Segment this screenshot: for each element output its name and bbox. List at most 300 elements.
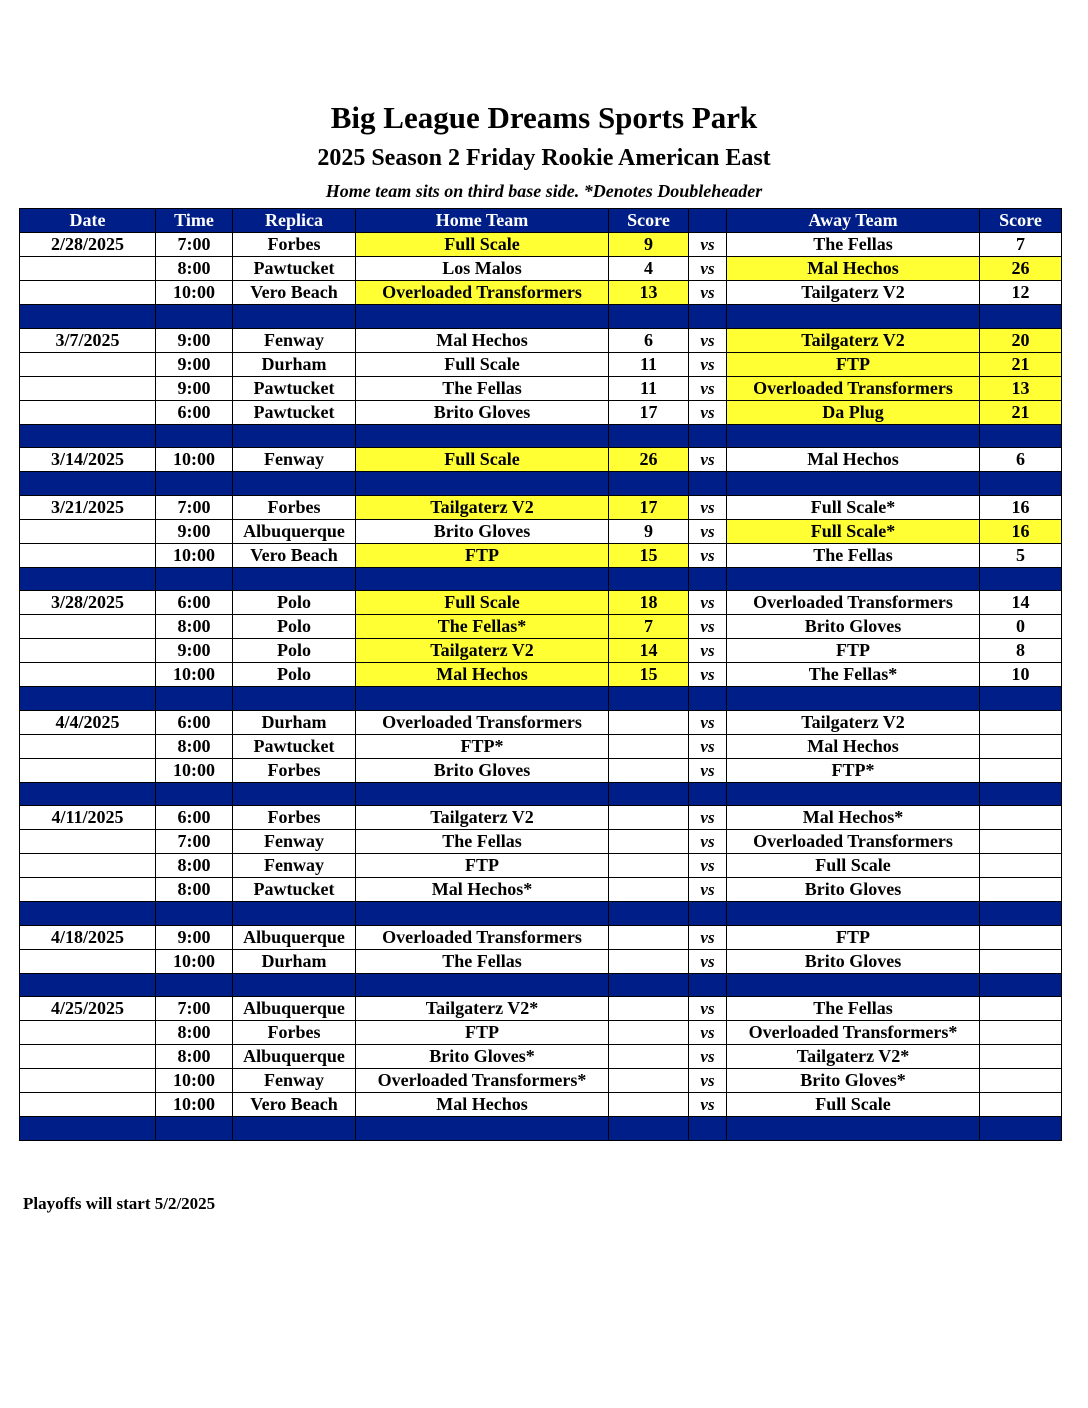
game-row [20,758,1062,782]
time-cell: 9:00 [156,328,233,352]
away-score-cell: 14 [980,591,1062,615]
replica-cell: Vero Beach [233,543,356,567]
replica-cell: Pawtucket [233,878,356,902]
replica-cell: Pawtucket [233,376,356,400]
separator-cell [356,305,609,329]
vs-cell: vs [689,281,727,305]
away-score-cell: 26 [980,257,1062,281]
home-team-cell: Overloaded Transformers [356,281,609,305]
separator-cell [609,424,689,448]
separator-cell [980,973,1062,997]
date-cell: 4/4/2025 [20,710,156,734]
home-team-cell: Tailgaterz V2 [356,639,609,663]
week-separator-row [20,782,1062,806]
time-cell: 8:00 [156,257,233,281]
separator-cell [156,782,233,806]
separator-cell [689,782,727,806]
home-score-cell: 17 [609,400,689,424]
vs-cell: vs [689,376,727,400]
away-score-cell: 6 [980,448,1062,472]
away-score-cell: 5 [980,543,1062,567]
vs-cell: vs [689,591,727,615]
home-score-cell: 9 [609,233,689,257]
time-cell: 9:00 [156,639,233,663]
separator-cell [356,567,609,591]
away-score-cell [980,878,1062,902]
vs-cell: vs [689,495,727,519]
separator-cell [20,902,156,926]
replica-cell: Durham [233,710,356,734]
replica-cell: Vero Beach [233,1093,356,1117]
game-row [20,352,1062,376]
away-team-cell: The Fellas [727,233,980,257]
vs-cell: vs [689,806,727,830]
game-row [20,925,1062,949]
away-score-cell [980,734,1062,758]
time-cell: 6:00 [156,806,233,830]
home-team-cell: The Fellas [356,830,609,854]
time-cell: 10:00 [156,663,233,687]
away-score-cell: 10 [980,663,1062,687]
separator-cell [156,472,233,496]
replica-cell: Polo [233,639,356,663]
header-row [20,209,1062,233]
date-cell [20,543,156,567]
home-score-cell: 13 [609,281,689,305]
separator-cell [233,782,356,806]
vs-cell: vs [689,997,727,1021]
home-score-cell: 26 [609,448,689,472]
separator-cell [156,902,233,926]
separator-cell [689,687,727,711]
separator-cell [356,472,609,496]
home-team-cell: Brito Gloves [356,519,609,543]
away-score-cell [980,806,1062,830]
vs-cell: vs [689,1045,727,1069]
home-score-cell: 4 [609,257,689,281]
away-team-cell: FTP* [727,758,980,782]
separator-cell [609,973,689,997]
home-team-cell: Brito Gloves [356,758,609,782]
week-separator-row [20,567,1062,591]
separator-cell [156,687,233,711]
separator-cell [689,973,727,997]
home-team-cell: Tailgaterz V2 [356,495,609,519]
time-cell: 10:00 [156,1069,233,1093]
replica-cell: Pawtucket [233,734,356,758]
game-row [20,997,1062,1021]
time-cell: 7:00 [156,233,233,257]
separator-cell [20,305,156,329]
separator-cell [727,567,980,591]
away-team-cell: Full Scale* [727,495,980,519]
home-team-cell: Overloaded Transformers* [356,1069,609,1093]
replica-cell: Forbes [233,1021,356,1045]
separator-cell [689,424,727,448]
separator-cell [156,305,233,329]
away-score-cell [980,758,1062,782]
vs-cell: vs [689,663,727,687]
time-cell: 7:00 [156,997,233,1021]
separator-cell [609,567,689,591]
away-score-cell: 20 [980,328,1062,352]
separator-cell [20,567,156,591]
separator-cell [233,687,356,711]
home-team-cell: Brito Gloves [356,400,609,424]
separator-cell [233,567,356,591]
date-cell [20,1093,156,1117]
date-cell [20,376,156,400]
date-cell: 4/18/2025 [20,925,156,949]
replica-cell: Polo [233,591,356,615]
vs-cell: vs [689,1021,727,1045]
away-team-cell: Overloaded Transformers* [727,1021,980,1045]
separator-cell [727,424,980,448]
away-score-cell: 16 [980,519,1062,543]
home-score-cell: 7 [609,615,689,639]
separator-cell [20,472,156,496]
home-score-cell [609,806,689,830]
date-cell: 2/28/2025 [20,233,156,257]
schedule-table [19,208,1062,1141]
home-team-cell: Mal Hechos* [356,878,609,902]
vs-cell: vs [689,878,727,902]
vs-cell: vs [689,615,727,639]
home-score-cell: 15 [609,663,689,687]
home-score-cell [609,734,689,758]
separator-cell [980,472,1062,496]
date-cell [20,519,156,543]
col-header-home-team: Home Team [356,209,609,233]
separator-cell [609,1117,689,1141]
time-cell: 6:00 [156,400,233,424]
date-cell: 4/25/2025 [20,997,156,1021]
game-row [20,1045,1062,1069]
col-header-replica: Replica [233,209,356,233]
separator-cell [233,305,356,329]
time-cell: 8:00 [156,878,233,902]
time-cell: 10:00 [156,543,233,567]
away-score-cell: 12 [980,281,1062,305]
away-team-cell: Mal Hechos [727,257,980,281]
vs-cell: vs [689,830,727,854]
vs-cell: vs [689,519,727,543]
separator-cell [980,902,1062,926]
replica-cell: Fenway [233,854,356,878]
away-score-cell: 0 [980,615,1062,639]
separator-cell [356,1117,609,1141]
date-cell [20,949,156,973]
home-score-cell [609,830,689,854]
home-team-cell: FTP [356,854,609,878]
separator-cell [233,424,356,448]
date-cell [20,257,156,281]
replica-cell: Forbes [233,233,356,257]
game-row [20,830,1062,854]
separator-cell [156,424,233,448]
date-cell [20,352,156,376]
home-team-cell: FTP [356,543,609,567]
date-cell [20,854,156,878]
separator-cell [233,973,356,997]
away-team-cell: Full Scale* [727,519,980,543]
replica-cell: Fenway [233,328,356,352]
date-cell [20,1021,156,1045]
game-row [20,400,1062,424]
separator-cell [156,1117,233,1141]
away-score-cell [980,997,1062,1021]
game-row [20,257,1062,281]
time-cell: 8:00 [156,1021,233,1045]
time-cell: 8:00 [156,615,233,639]
away-team-cell: Full Scale [727,1093,980,1117]
away-team-cell: Brito Gloves* [727,1069,980,1093]
home-score-cell [609,949,689,973]
separator-cell [980,782,1062,806]
date-cell [20,830,156,854]
home-team-cell: The Fellas* [356,615,609,639]
home-team-cell: Mal Hechos [356,328,609,352]
away-score-cell [980,949,1062,973]
date-cell [20,1069,156,1093]
home-score-cell [609,925,689,949]
week-separator-row [20,687,1062,711]
replica-cell: Albuquerque [233,519,356,543]
time-cell: 10:00 [156,758,233,782]
home-score-cell [609,1093,689,1117]
vs-cell: vs [689,400,727,424]
game-row [20,949,1062,973]
away-team-cell: Mal Hechos [727,448,980,472]
game-row [20,663,1062,687]
separator-cell [356,902,609,926]
time-cell: 9:00 [156,925,233,949]
away-team-cell: Mal Hechos* [727,806,980,830]
separator-cell [609,687,689,711]
week-separator-row [20,902,1062,926]
away-team-cell: Brito Gloves [727,615,980,639]
home-team-cell: Brito Gloves* [356,1045,609,1069]
home-team-cell: Tailgaterz V2 [356,806,609,830]
home-score-cell [609,1069,689,1093]
vs-cell: vs [689,710,727,734]
home-team-cell: FTP [356,1021,609,1045]
vs-cell: vs [689,758,727,782]
time-cell: 9:00 [156,352,233,376]
away-team-cell: The Fellas [727,997,980,1021]
date-cell [20,615,156,639]
date-cell [20,639,156,663]
game-row [20,639,1062,663]
home-score-cell: 11 [609,376,689,400]
away-team-cell: Full Scale [727,854,980,878]
separator-cell [356,424,609,448]
home-team-cell: Full Scale [356,591,609,615]
page-title: Big League Dreams Sports Park [330,100,758,135]
vs-cell: vs [689,1069,727,1093]
game-row [20,1069,1062,1093]
away-team-cell: Brito Gloves [727,949,980,973]
game-row [20,233,1062,257]
replica-cell: Albuquerque [233,997,356,1021]
vs-cell: vs [689,328,727,352]
game-row [20,519,1062,543]
home-team-cell: The Fellas [356,376,609,400]
home-score-cell [609,854,689,878]
away-score-cell: 16 [980,495,1062,519]
separator-cell [980,687,1062,711]
vs-cell: vs [689,543,727,567]
replica-cell: Forbes [233,758,356,782]
time-cell: 6:00 [156,710,233,734]
replica-cell: Durham [233,352,356,376]
date-cell: 4/11/2025 [20,806,156,830]
away-team-cell: FTP [727,925,980,949]
away-score-cell [980,1045,1062,1069]
game-row [20,448,1062,472]
time-cell: 7:00 [156,830,233,854]
time-cell: 10:00 [156,448,233,472]
game-row [20,376,1062,400]
separator-cell [689,1117,727,1141]
date-cell [20,734,156,758]
game-row [20,806,1062,830]
home-score-cell [609,878,689,902]
away-team-cell: Brito Gloves [727,878,980,902]
away-score-cell [980,1069,1062,1093]
time-cell: 9:00 [156,376,233,400]
away-team-cell: Overloaded Transformers [727,591,980,615]
vs-cell: vs [689,1093,727,1117]
away-score-cell [980,710,1062,734]
time-cell: 7:00 [156,495,233,519]
game-row [20,734,1062,758]
separator-cell [233,472,356,496]
separator-cell [233,902,356,926]
col-header-vs [689,209,727,233]
replica-cell: Albuquerque [233,925,356,949]
away-team-cell: Tailgaterz V2 [727,281,980,305]
separator-cell [233,1117,356,1141]
date-cell [20,878,156,902]
schedule-body [20,233,1062,1141]
separator-cell [980,567,1062,591]
time-cell: 8:00 [156,734,233,758]
home-team-cell: Mal Hechos [356,1093,609,1117]
away-team-cell: Tailgaterz V2 [727,710,980,734]
separator-cell [609,902,689,926]
replica-cell: Vero Beach [233,281,356,305]
separator-cell [727,782,980,806]
separator-cell [20,687,156,711]
separator-cell [20,424,156,448]
away-score-cell: 13 [980,376,1062,400]
vs-cell: vs [689,639,727,663]
home-score-cell: 15 [609,543,689,567]
game-row [20,281,1062,305]
away-score-cell: 7 [980,233,1062,257]
date-cell [20,281,156,305]
away-team-cell: Overloaded Transformers [727,376,980,400]
home-score-cell [609,1045,689,1069]
replica-cell: Fenway [233,830,356,854]
replica-cell: Albuquerque [233,1045,356,1069]
week-separator-row [20,305,1062,329]
home-team-cell: Full Scale [356,448,609,472]
separator-cell [689,902,727,926]
vs-cell: vs [689,734,727,758]
home-score-cell [609,710,689,734]
time-cell: 8:00 [156,1045,233,1069]
away-score-cell [980,830,1062,854]
separator-cell [20,973,156,997]
separator-cell [727,902,980,926]
replica-cell: Fenway [233,1069,356,1093]
week-separator-row [20,472,1062,496]
home-score-cell: 6 [609,328,689,352]
replica-cell: Durham [233,949,356,973]
replica-cell: Polo [233,663,356,687]
separator-cell [727,1117,980,1141]
replica-cell: Pawtucket [233,400,356,424]
playoffs-note: Playoffs will start 5/2/2025 [23,1194,216,1213]
home-team-cell: Overloaded Transformers [356,925,609,949]
separator-cell [727,472,980,496]
schedule-note: Home team sits on third base side. *Denotes Doubleheader [325,181,763,201]
game-row [20,328,1062,352]
separator-cell [727,687,980,711]
separator-cell [356,782,609,806]
away-team-cell: Da Plug [727,400,980,424]
home-score-cell [609,1021,689,1045]
away-score-cell [980,1093,1062,1117]
vs-cell: vs [689,925,727,949]
home-team-cell: Tailgaterz V2* [356,997,609,1021]
away-score-cell: 8 [980,639,1062,663]
separator-cell [980,1117,1062,1141]
separator-cell [727,973,980,997]
home-team-cell: Overloaded Transformers [356,710,609,734]
away-team-cell: Tailgaterz V2* [727,1045,980,1069]
week-separator-row [20,973,1062,997]
date-cell: 3/7/2025 [20,328,156,352]
home-score-cell: 17 [609,495,689,519]
col-header-date: Date [20,209,156,233]
home-team-cell: Full Scale [356,352,609,376]
game-row [20,1093,1062,1117]
time-cell: 10:00 [156,1093,233,1117]
separator-cell [20,782,156,806]
game-row [20,1021,1062,1045]
home-score-cell [609,758,689,782]
home-team-cell: The Fellas [356,949,609,973]
away-team-cell: FTP [727,352,980,376]
separator-cell [156,973,233,997]
col-header-time: Time [156,209,233,233]
away-team-cell: Overloaded Transformers [727,830,980,854]
replica-cell: Fenway [233,448,356,472]
away-team-cell: FTP [727,639,980,663]
time-cell: 10:00 [156,281,233,305]
game-row [20,878,1062,902]
replica-cell: Pawtucket [233,257,356,281]
time-cell: 8:00 [156,854,233,878]
game-row [20,710,1062,734]
time-cell: 6:00 [156,591,233,615]
separator-cell [609,305,689,329]
separator-cell [689,567,727,591]
date-cell [20,400,156,424]
